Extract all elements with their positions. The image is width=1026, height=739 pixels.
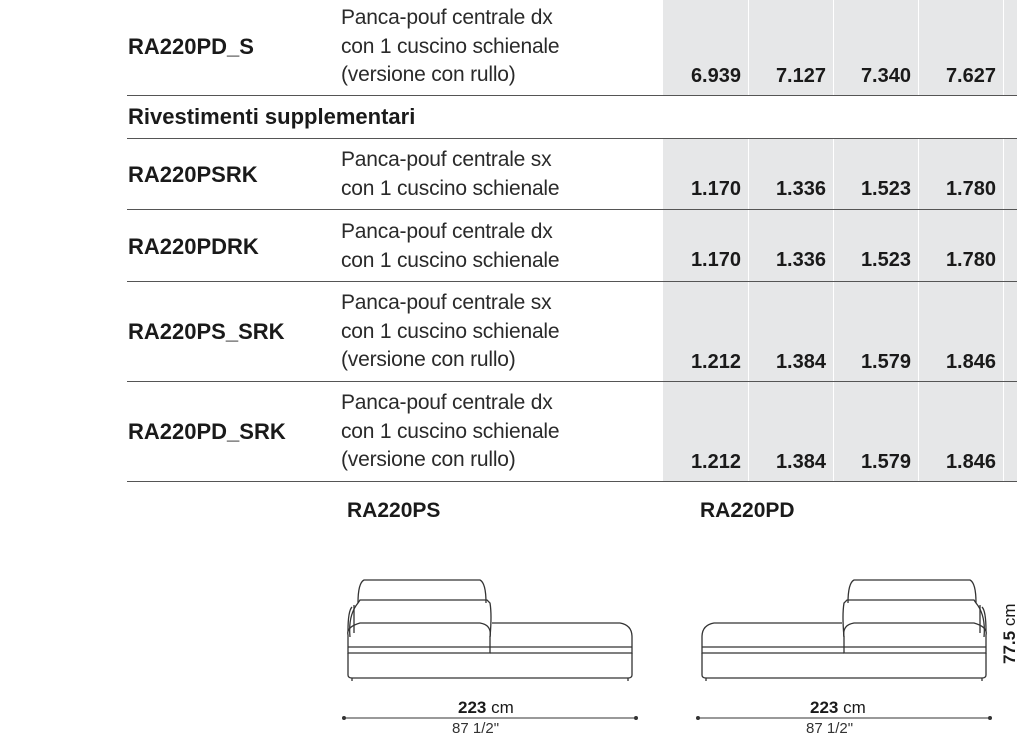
price-cell: 1.336 — [775, 178, 826, 200]
product-code: RA220PD_SRK — [128, 419, 286, 444]
product-code: RA220PD_S — [128, 34, 254, 59]
price-cell: 1.170 — [690, 178, 741, 200]
height-label — [1000, 604, 1020, 665]
column-divider — [1003, 0, 1004, 96]
price-cell: 1.846 — [945, 351, 996, 373]
price-cell: 1.523 — [860, 178, 911, 200]
price-cell: 1.384 — [775, 451, 826, 473]
description-line: Panca-pouf centrale sx — [341, 148, 552, 171]
row-separator — [127, 95, 1017, 96]
product-description — [341, 218, 559, 275]
price-cell: 7.127 — [775, 65, 826, 87]
description-line: con 1 cuscino schienale — [341, 419, 560, 443]
column-divider — [918, 0, 919, 96]
width-value: 223 — [458, 698, 487, 717]
price-cell: 1.212 — [690, 451, 741, 473]
section-header-gap — [663, 96, 1017, 139]
price-cell: 1.523 — [860, 249, 911, 271]
column-divider — [748, 139, 749, 482]
product-name-right: RA220PD — [700, 499, 795, 522]
column-divider — [748, 0, 749, 96]
description-line: con 1 cuscino schienale — [341, 319, 560, 343]
description-line: con 1 cuscino schienale — [341, 248, 560, 272]
product-name-left: RA220PS — [347, 499, 441, 522]
product-description — [341, 289, 559, 375]
width-unit: cm — [843, 698, 866, 717]
row-separator — [127, 209, 1017, 210]
description-line: Panca-pouf centrale sx — [341, 291, 552, 314]
row-separator — [127, 381, 1017, 382]
price-cell: 1.579 — [860, 451, 911, 473]
product-code: RA220PS_SRK — [128, 319, 285, 344]
price-cell: 7.627 — [945, 65, 996, 87]
product-description — [341, 146, 559, 203]
description-line: Panca-pouf centrale dx — [341, 391, 553, 414]
description-line: Panca-pouf centrale dx — [341, 6, 553, 29]
sofa-right-drawing — [694, 575, 994, 685]
column-divider — [1003, 139, 1004, 482]
height-dimension — [1000, 596, 1026, 666]
row-separator — [127, 281, 1017, 282]
price-cell: 1.846 — [945, 451, 996, 473]
width-unit: cm — [491, 698, 514, 717]
width-value: 223 — [810, 698, 839, 717]
product-description — [341, 389, 559, 475]
column-divider — [833, 0, 834, 96]
height-value: 77.5 — [1000, 630, 1019, 664]
product-code: RA220PDRK — [128, 234, 259, 259]
sofa-left-drawing — [340, 575, 640, 685]
price-cell: 7.340 — [860, 65, 911, 87]
row-separator — [127, 481, 1017, 482]
column-divider — [833, 139, 834, 482]
price-cell: 1.384 — [775, 351, 826, 373]
price-cell: 1.780 — [945, 178, 996, 200]
product-description — [341, 4, 559, 90]
section-title: Rivestimenti supplementari — [128, 104, 416, 129]
description-line: Panca-pouf centrale dx — [341, 220, 553, 243]
description-line: con 1 cuscino schienale — [341, 34, 560, 58]
price-cell: 1.336 — [775, 249, 826, 271]
description-line: con 1 cuscino schienale — [341, 176, 560, 200]
row-separator — [127, 138, 1017, 139]
description-line: (versione con rullo) — [341, 348, 516, 371]
description-line: (versione con rullo) — [341, 63, 516, 86]
price-cell: 1.579 — [860, 351, 911, 373]
width-imperial-left: 87 1/2" — [452, 720, 500, 737]
description-line: (versione con rullo) — [341, 448, 516, 471]
product-code: RA220PSRK — [128, 162, 258, 187]
price-cell: 1.780 — [945, 249, 996, 271]
price-cell: 6.939 — [690, 65, 741, 87]
column-divider — [918, 139, 919, 482]
price-cell: 1.212 — [690, 351, 741, 373]
price-cell: 1.170 — [690, 249, 741, 271]
height-unit: cm — [1000, 603, 1019, 627]
width-imperial-right: 87 1/2" — [806, 720, 854, 737]
